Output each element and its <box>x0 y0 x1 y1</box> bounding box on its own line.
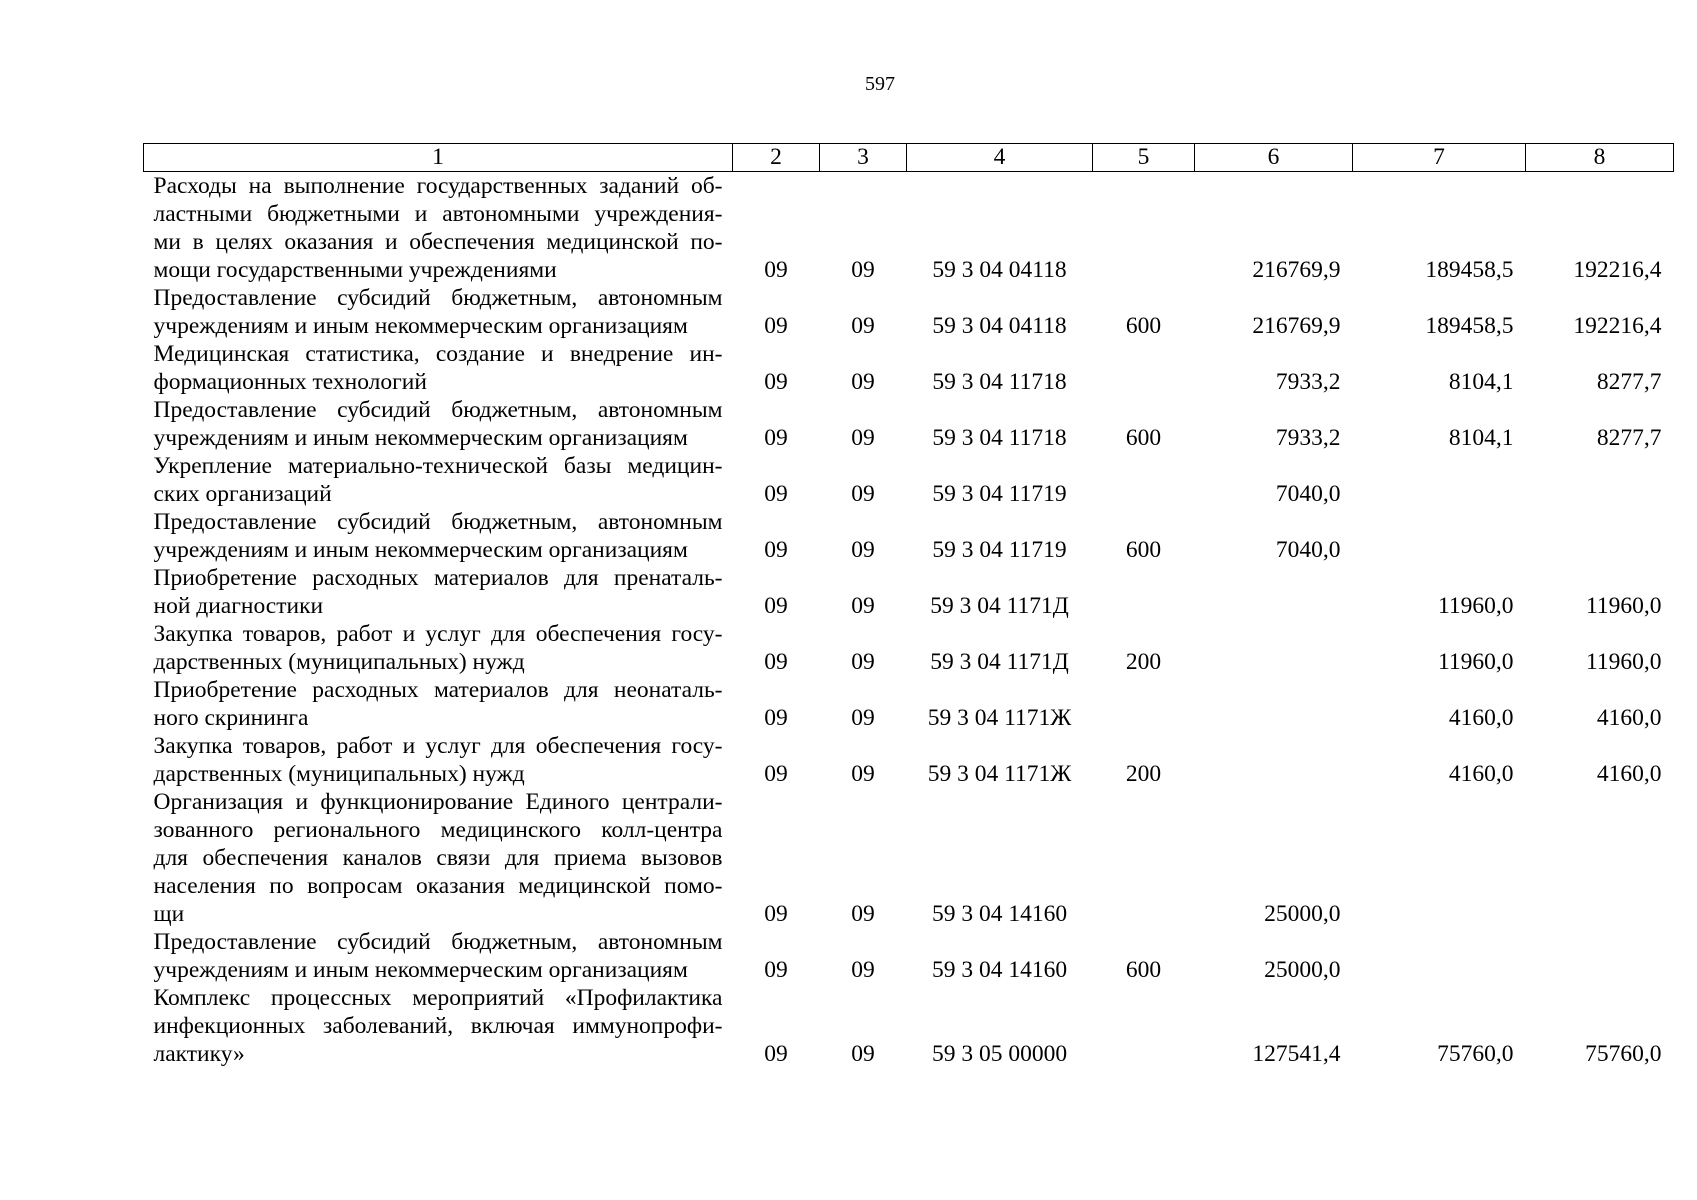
row-description-line: Организация и функционирование Единого централи- <box>153 789 723 815</box>
subsection-code: 09 <box>851 901 875 927</box>
section-code: 09 <box>764 705 788 731</box>
row-description <box>144 396 733 452</box>
subsection-code: 09 <box>851 313 875 339</box>
column-header-8: 8 <box>1526 144 1674 172</box>
expense-type-code <box>1093 452 1195 508</box>
row-description-line: Закупка товаров, работ и услуг для обеспечения госу- <box>153 733 723 759</box>
table-row <box>144 396 1674 452</box>
row-description-line: Комплекс процессных мероприятий «Профилактика <box>153 985 723 1011</box>
amount-col-7: 4160,0 <box>1448 761 1514 787</box>
subsection-code: 09 <box>851 537 875 563</box>
row-description <box>144 564 733 620</box>
table-row <box>144 172 1674 285</box>
section-code: 09 <box>764 957 788 983</box>
expense-type-code <box>1093 172 1195 285</box>
expense-type-code: 600 <box>1125 425 1162 451</box>
target-article-code: 59 3 05 00000 <box>931 1041 1068 1067</box>
table-row <box>144 564 1674 620</box>
row-description <box>144 732 733 788</box>
row-description-line: мощи государственными учреждениями <box>153 257 557 283</box>
row-description <box>144 788 733 928</box>
subsection-code: 09 <box>851 369 875 395</box>
subsection-code: 09 <box>851 761 875 787</box>
row-description <box>144 340 733 396</box>
row-description-line: населения по вопросам оказания медицинской помо- <box>153 873 723 899</box>
amount-col-6: 216769,9 <box>1252 257 1341 283</box>
section-code: 09 <box>764 481 788 507</box>
row-description-line: Медицинская статистика, создание и внедрение ин- <box>153 341 723 367</box>
amount-col-6: 25000,0 <box>1264 901 1341 927</box>
amount-col-6: 7933,2 <box>1275 425 1341 451</box>
column-header-4: 4 <box>907 144 1093 172</box>
amount-col-8 <box>1526 788 1674 928</box>
expense-type-code <box>1093 984 1195 1068</box>
section-code: 09 <box>764 425 788 451</box>
section-code: 09 <box>764 761 788 787</box>
row-description <box>144 172 733 285</box>
amount-col-7: 4160,0 <box>1448 705 1514 731</box>
row-description-line: зованного регионального медицинского колл-центра <box>153 817 723 843</box>
expense-type-code: 200 <box>1125 761 1162 787</box>
subsection-code: 09 <box>851 957 875 983</box>
expense-type-code: 600 <box>1125 313 1162 339</box>
amount-col-8: 11960,0 <box>1585 593 1662 619</box>
expense-type-code: 600 <box>1125 537 1162 563</box>
row-description-line: щи <box>153 901 185 927</box>
table-row <box>144 928 1674 984</box>
table-row <box>144 676 1674 732</box>
amount-col-7 <box>1353 928 1526 984</box>
budget-table <box>143 143 1674 1068</box>
row-description-line: Расходы на выполнение государственных заданий об- <box>153 173 723 199</box>
section-code: 09 <box>764 257 788 283</box>
row-description-line: инфекционных заболеваний, включая иммунопрофи- <box>153 1013 723 1039</box>
amount-col-6: 127541,4 <box>1252 1041 1341 1067</box>
amount-col-7 <box>1353 452 1526 508</box>
row-description-line: Предоставление субсидий бюджетным, автономным <box>153 929 723 955</box>
table-row <box>144 620 1674 676</box>
subsection-code: 09 <box>851 593 875 619</box>
section-code: 09 <box>764 593 788 619</box>
row-description-line: лактику» <box>153 1041 245 1067</box>
amount-col-8 <box>1526 928 1674 984</box>
target-article-code: 59 3 04 14160 <box>931 901 1068 927</box>
row-description-line: Приобретение расходных материалов для пренаталь- <box>153 565 723 591</box>
row-description-line: Предоставление субсидий бюджетным, автономным <box>153 397 723 423</box>
section-code: 09 <box>764 1041 788 1067</box>
row-description <box>144 984 733 1068</box>
subsection-code: 09 <box>851 257 875 283</box>
amount-col-8: 192216,4 <box>1573 257 1662 283</box>
amount-col-6 <box>1195 676 1353 732</box>
row-description-line: Укрепление материально-технической базы медицин- <box>153 453 723 479</box>
target-article-code: 59 3 04 1171Ж <box>927 705 1072 731</box>
row-description-line: формационных технологий <box>153 369 427 395</box>
amount-col-7: 11960,0 <box>1437 593 1514 619</box>
table-row <box>144 284 1674 340</box>
amount-col-7 <box>1353 788 1526 928</box>
column-header-6: 6 <box>1195 144 1353 172</box>
amount-col-6: 25000,0 <box>1264 957 1341 983</box>
amount-col-8: 8277,7 <box>1596 425 1662 451</box>
expense-type-code: 600 <box>1125 957 1162 983</box>
amount-col-6 <box>1195 620 1353 676</box>
row-description-line: Закупка товаров, работ и услуг для обеспечения госу- <box>153 621 723 647</box>
target-article-code: 59 3 04 11718 <box>932 369 1067 395</box>
subsection-code: 09 <box>851 481 875 507</box>
row-description-line: учреждениям и иным некоммерческим организациям <box>153 537 688 563</box>
subsection-code: 09 <box>851 649 875 675</box>
amount-col-8: 11960,0 <box>1585 649 1662 675</box>
table-header-row <box>144 144 1674 172</box>
row-description <box>144 676 733 732</box>
row-description-line: дарственных (муниципальных) нужд <box>153 761 525 787</box>
row-description-line: ной диагностики <box>153 593 324 619</box>
amount-col-7: 189458,5 <box>1425 257 1514 283</box>
row-description-line: Предоставление субсидий бюджетным, автономным <box>153 285 723 311</box>
section-code: 09 <box>764 313 788 339</box>
table-row <box>144 788 1674 928</box>
amount-col-8: 192216,4 <box>1573 313 1662 339</box>
amount-col-7: 75760,0 <box>1437 1041 1514 1067</box>
expense-type-code <box>1093 340 1195 396</box>
amount-col-7: 189458,5 <box>1425 313 1514 339</box>
target-article-code: 59 3 04 11718 <box>932 425 1067 451</box>
expense-type-code <box>1093 788 1195 928</box>
amount-col-6: 7040,0 <box>1275 537 1341 563</box>
target-article-code: 59 3 04 1171Ж <box>927 761 1072 787</box>
target-article-code: 59 3 04 14160 <box>931 957 1068 983</box>
column-header-1: 1 <box>144 144 733 172</box>
amount-col-7: 8104,1 <box>1448 369 1514 395</box>
target-article-code: 59 3 04 1171Д <box>930 593 1069 619</box>
amount-col-7: 11960,0 <box>1437 649 1514 675</box>
table-row <box>144 984 1674 1068</box>
row-description <box>144 928 733 984</box>
row-description-line: Приобретение расходных материалов для неонаталь- <box>153 677 723 703</box>
column-header-5: 5 <box>1093 144 1195 172</box>
row-description-line: ми в целях оказания и обеспечения медицинской по- <box>153 229 723 255</box>
row-description-line: для обеспечения каналов связи для приема вызовов <box>153 845 723 871</box>
amount-col-6 <box>1195 732 1353 788</box>
target-article-code: 59 3 04 04118 <box>932 313 1067 339</box>
amount-col-6: 7040,0 <box>1275 481 1341 507</box>
amount-col-8 <box>1526 452 1674 508</box>
row-description-line: учреждениям и иным некоммерческим организациям <box>153 313 688 339</box>
target-article-code: 59 3 04 04118 <box>932 257 1067 283</box>
amount-col-6 <box>1195 564 1353 620</box>
expense-type-code <box>1093 676 1195 732</box>
table-row <box>144 732 1674 788</box>
row-description <box>144 620 733 676</box>
amount-col-8: 4160,0 <box>1596 761 1662 787</box>
row-description-line: ских организаций <box>153 481 332 507</box>
column-header-3: 3 <box>820 144 907 172</box>
row-description-line: ного скрининга <box>153 705 309 731</box>
expense-type-code <box>1093 564 1195 620</box>
row-description-line: учреждениям и иным некоммерческим организациям <box>153 957 688 983</box>
table-row <box>144 340 1674 396</box>
page-number: 597 <box>865 73 895 95</box>
target-article-code: 59 3 04 11719 <box>932 537 1067 563</box>
amount-col-6: 7933,2 <box>1275 369 1341 395</box>
column-header-7: 7 <box>1353 144 1526 172</box>
amount-col-7: 8104,1 <box>1448 425 1514 451</box>
amount-col-7 <box>1353 508 1526 564</box>
section-code: 09 <box>764 901 788 927</box>
column-header-2: 2 <box>733 144 820 172</box>
target-article-code: 59 3 04 11719 <box>932 481 1067 507</box>
row-description-line: ластными бюджетными и автономными учреждения- <box>153 201 723 227</box>
amount-col-8: 4160,0 <box>1596 705 1662 731</box>
amount-col-8: 75760,0 <box>1585 1041 1662 1067</box>
row-description-line: Предоставление субсидий бюджетным, автономным <box>153 509 723 535</box>
table-body <box>144 172 1674 1069</box>
target-article-code: 59 3 04 1171Д <box>930 649 1069 675</box>
section-code: 09 <box>764 649 788 675</box>
amount-col-6: 216769,9 <box>1252 313 1341 339</box>
table-row <box>144 508 1674 564</box>
expense-type-code: 200 <box>1125 649 1162 675</box>
section-code: 09 <box>764 369 788 395</box>
row-description-line: дарственных (муниципальных) нужд <box>153 649 525 675</box>
amount-col-8: 8277,7 <box>1596 369 1662 395</box>
row-description <box>144 284 733 340</box>
subsection-code: 09 <box>851 425 875 451</box>
table-row <box>144 452 1674 508</box>
subsection-code: 09 <box>851 1041 875 1067</box>
section-code: 09 <box>764 537 788 563</box>
row-description <box>144 508 733 564</box>
subsection-code: 09 <box>851 705 875 731</box>
row-description <box>144 452 733 508</box>
row-description-line: учреждениям и иным некоммерческим организациям <box>153 425 688 451</box>
amount-col-8 <box>1526 508 1674 564</box>
